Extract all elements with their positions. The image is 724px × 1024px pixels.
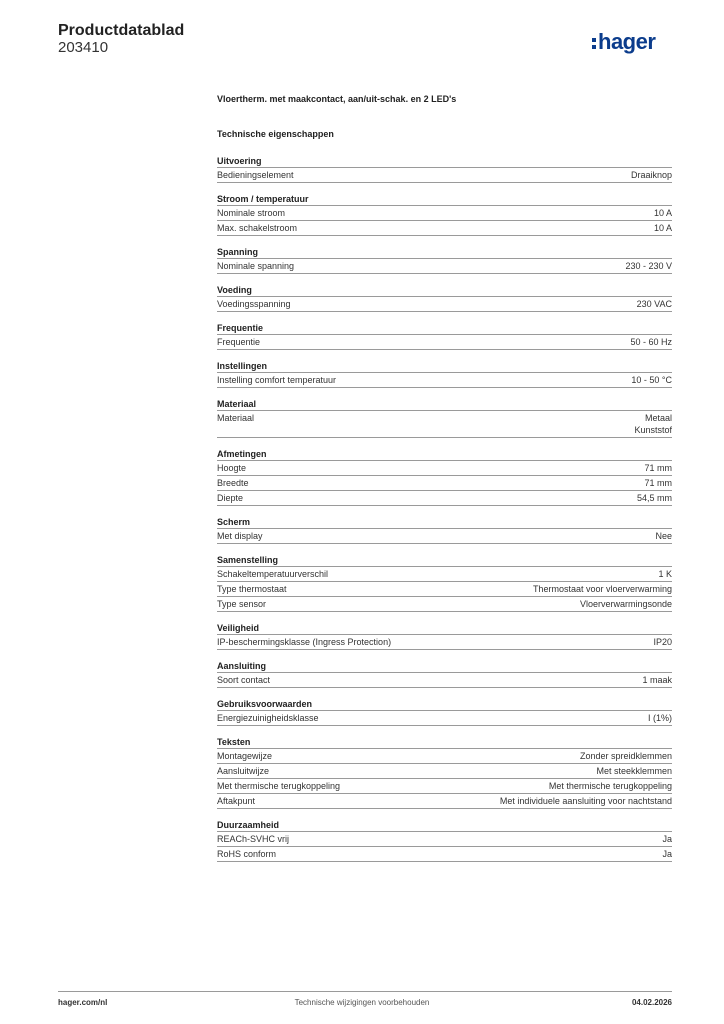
property-label: Nominale stroom xyxy=(217,208,286,218)
property-group xyxy=(217,322,672,350)
property-row xyxy=(217,673,672,688)
property-label: Frequentie xyxy=(217,337,261,347)
property-group xyxy=(217,736,672,809)
property-value xyxy=(642,674,672,686)
property-group xyxy=(217,284,672,312)
property-value xyxy=(596,765,672,777)
property-value xyxy=(634,412,672,436)
property-row xyxy=(217,582,672,597)
footer-date: 04.02.2026 xyxy=(631,998,672,1007)
property-row xyxy=(217,221,672,236)
property-label: Max. schakelstroom xyxy=(217,223,298,233)
property-value xyxy=(631,374,672,386)
property-value-line: Kunststof xyxy=(634,425,672,435)
property-row xyxy=(217,259,672,274)
property-value xyxy=(637,298,672,310)
property-row xyxy=(217,335,672,350)
property-label: Met thermische terugkoppeling xyxy=(217,781,341,791)
property-value xyxy=(549,780,672,792)
property-value-line: Met steekklemmen xyxy=(596,766,672,776)
property-value xyxy=(662,848,672,860)
property-label: Met display xyxy=(217,531,263,541)
property-label: Schakeltemperatuurverschil xyxy=(217,569,329,579)
property-row xyxy=(217,779,672,794)
property-value-line: 1 maak xyxy=(642,675,672,685)
property-value-line: 10 A xyxy=(653,208,672,218)
property-value-line: 10 A xyxy=(653,223,672,233)
group-title: Uitvoering xyxy=(217,155,672,168)
property-row xyxy=(217,847,672,862)
property-label: Materiaal xyxy=(217,413,255,423)
property-row xyxy=(217,794,672,809)
property-value-line: 230 VAC xyxy=(636,299,672,309)
property-group xyxy=(217,448,672,506)
property-label: Montagewijze xyxy=(217,751,273,761)
property-value xyxy=(630,336,672,348)
property-label: Energiezuinigheidsklasse xyxy=(217,713,319,723)
property-row xyxy=(217,749,672,764)
property-label: Type sensor xyxy=(217,599,267,609)
property-label: Nominale spanning xyxy=(217,261,295,271)
property-label: Hoogte xyxy=(217,463,247,473)
property-row xyxy=(217,764,672,779)
group-title: Veiligheid xyxy=(217,622,672,635)
group-title: Scherm xyxy=(217,516,672,529)
property-value-line: Nee xyxy=(655,531,672,541)
property-value-line: Met thermische terugkoppeling xyxy=(548,781,672,791)
property-group xyxy=(217,246,672,274)
property-row xyxy=(217,635,672,650)
product-subtitle: Vloertherm. met maakcontact, aan/uit-schak. en 2 LED's xyxy=(217,94,457,104)
property-value-line: 1 K xyxy=(658,569,672,579)
section-heading: Technische eigenschappen xyxy=(217,129,334,139)
property-row xyxy=(217,297,672,312)
property-group xyxy=(217,660,672,688)
property-group xyxy=(217,193,672,236)
property-row xyxy=(217,832,672,847)
group-title: Voeding xyxy=(217,284,672,297)
property-label: Soort contact xyxy=(217,675,271,685)
property-value xyxy=(653,636,672,648)
property-label: IP-beschermingsklasse (Ingress Protection) xyxy=(217,637,392,647)
logo-dot-bottom xyxy=(592,45,596,49)
property-group xyxy=(217,360,672,388)
property-group xyxy=(217,554,672,612)
property-value-line: Metaal xyxy=(644,413,672,423)
property-value xyxy=(662,833,672,845)
property-row xyxy=(217,567,672,582)
property-row xyxy=(217,597,672,612)
property-label: RoHS conform xyxy=(217,849,277,859)
property-value-line: Ja xyxy=(662,834,672,844)
property-label: Type thermostaat xyxy=(217,584,287,594)
property-value xyxy=(648,712,672,724)
property-value xyxy=(500,795,672,807)
property-group xyxy=(217,155,672,183)
property-value xyxy=(625,260,672,272)
property-row xyxy=(217,373,672,388)
product-number: 203410 xyxy=(58,39,109,56)
property-row xyxy=(217,206,672,221)
property-value-line: 50 - 60 Hz xyxy=(630,337,672,347)
property-group xyxy=(217,516,672,544)
property-label: Breedte xyxy=(217,478,249,488)
property-value xyxy=(644,477,672,489)
property-value xyxy=(631,169,672,181)
property-value xyxy=(637,492,672,504)
property-value-line: 54,5 mm xyxy=(636,493,672,503)
property-row xyxy=(217,168,672,183)
property-label: Aftakpunt xyxy=(217,796,256,806)
property-value xyxy=(533,583,672,595)
property-value-line: 71 mm xyxy=(644,478,672,488)
group-title: Gebruiksvoorwaarden xyxy=(217,698,672,711)
property-label: Bedieningselement xyxy=(217,170,294,180)
group-title: Instellingen xyxy=(217,360,672,373)
property-value xyxy=(654,222,672,234)
property-value-line: 10 - 50 °C xyxy=(631,375,672,385)
property-value-line: Thermostaat voor vloerverwarming xyxy=(532,584,672,594)
property-value-line: 230 - 230 V xyxy=(625,261,672,271)
hager-logo xyxy=(592,28,682,58)
property-value xyxy=(580,750,672,762)
property-label: Aansluitwijze xyxy=(217,766,270,776)
property-value xyxy=(644,462,672,474)
property-row xyxy=(217,491,672,506)
logo-dot-top xyxy=(592,38,596,42)
property-value xyxy=(580,598,672,610)
group-title: Aansluiting xyxy=(217,660,672,673)
group-title: Materiaal xyxy=(217,398,672,411)
property-value-line: 71 mm xyxy=(644,463,672,473)
property-value xyxy=(655,530,672,542)
property-value-line: I (1%) xyxy=(647,713,672,723)
header-title: Productdatablad xyxy=(58,22,185,39)
property-row xyxy=(217,411,672,438)
property-row xyxy=(217,461,672,476)
property-value-line: Zonder spreidklemmen xyxy=(579,751,672,761)
property-value-line: Met individuele aansluiting voor nachtstand xyxy=(499,796,672,806)
property-value xyxy=(654,207,672,219)
property-value-line: Draaiknop xyxy=(630,170,672,180)
property-group xyxy=(217,819,672,862)
group-title: Teksten xyxy=(217,736,672,749)
property-row xyxy=(217,529,672,544)
logo-text: hager xyxy=(598,29,656,54)
footer-divider xyxy=(58,991,672,992)
properties-table xyxy=(217,155,672,872)
property-row xyxy=(217,476,672,491)
group-title: Duurzaamheid xyxy=(217,819,672,832)
property-label: Voedingsspanning xyxy=(217,299,291,309)
property-group xyxy=(217,698,672,726)
property-value-line: IP20 xyxy=(653,637,672,647)
property-row xyxy=(217,711,672,726)
property-label: Diepte xyxy=(217,493,244,503)
property-value xyxy=(658,568,672,580)
property-group xyxy=(217,622,672,650)
group-title: Frequentie xyxy=(217,322,672,335)
property-group xyxy=(217,398,672,438)
footer-website[interactable]: hager.com/nl xyxy=(58,998,108,1007)
property-label: REACh-SVHC vrij xyxy=(217,834,290,844)
group-title: Spanning xyxy=(217,246,672,259)
property-label: Instelling comfort temperatuur xyxy=(217,375,337,385)
property-value-line: Vloerverwarmingsonde xyxy=(579,599,672,609)
group-title: Stroom / temperatuur xyxy=(217,193,672,206)
property-value-line: Ja xyxy=(662,849,672,859)
footer-disclaimer: Technische wijzigingen voorbehouden xyxy=(294,998,430,1007)
group-title: Afmetingen xyxy=(217,448,672,461)
group-title: Samenstelling xyxy=(217,554,672,567)
